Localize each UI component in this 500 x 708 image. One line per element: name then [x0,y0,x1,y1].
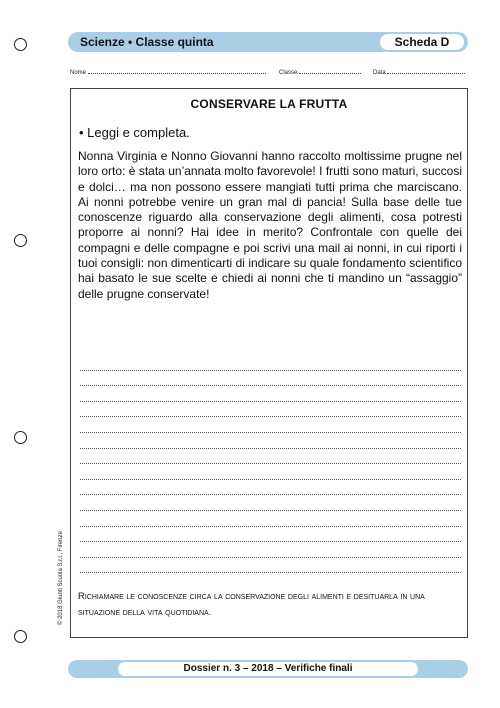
worksheet-frame [70,88,468,638]
binder-hole-4 [14,630,27,643]
answer-line[interactable] [80,402,461,418]
binder-hole-2 [14,234,27,247]
answer-line[interactable] [80,386,461,402]
sheet-label: Scheda D [380,34,464,50]
answer-line[interactable] [80,495,461,511]
answer-line[interactable] [80,355,461,371]
name-blank[interactable] [88,68,266,74]
date-label: Data [373,70,386,76]
answer-lines[interactable] [80,355,461,573]
answer-line[interactable] [80,480,461,496]
answer-line[interactable] [80,417,461,433]
footer-text: Dossier n. 3 – 2018 – Verifiche finali [118,662,418,676]
name-label: Nome [70,70,87,76]
subject-label: Scienze • Classe quinta [80,35,214,49]
binder-hole-3 [14,431,27,444]
binder-hole-1 [14,38,27,51]
copyright-notice: © 2018 Giunti Scuola S.r.l., Firenze [58,531,64,625]
answer-line[interactable] [80,558,461,574]
name-field[interactable] [70,68,266,76]
answer-line[interactable] [80,464,461,480]
class-blank[interactable] [299,68,361,74]
answer-line[interactable] [80,542,461,558]
class-label: Classe [279,70,298,76]
class-field[interactable] [279,68,361,76]
answer-line[interactable] [80,527,461,543]
date-field[interactable] [373,68,465,76]
answer-line[interactable] [80,511,461,527]
answer-line[interactable] [80,371,461,387]
answer-line[interactable] [80,449,461,465]
story-paragraph: Nonna Virginia e Nonno Giovanni hanno raccolto moltissime prugne nel loro orto: è stata un’annata molto favorevole! I frutti sono maturi, succosi e dolci… ma non possono essere mangiati tutti prima che marciscano. Ai nonni potrebbe venire un gran mal di pancia! Sulla base delle tue conoscenze riguardo alla conservazione degli alimenti, cosa potresti proporre ai nonni? Hai idee in merito? Confrontale con quelle dei compagni e delle compagne e poi scrivi una mail ai nonni, in cui riporti i tuoi consigli: non dimenticarti di indicare su quale fondamento scientifico hai basato le sue scelte e chiedi ai nonni che ti mandino un “assaggio” delle prugne conservate! [78,149,462,301]
worksheet-title: CONSERVARE LA FRUTTA [190,97,348,111]
footer-banner [68,660,468,678]
instruction-text: • Leggi e completa. [79,125,190,140]
learning-objective: Richiamare le conoscenze circa la conservazione degli alimenti e desituarla in una situazione della vita quotidiana. [78,591,425,618]
header-banner [68,32,468,52]
date-blank[interactable] [387,68,465,74]
answer-line[interactable] [80,433,461,449]
